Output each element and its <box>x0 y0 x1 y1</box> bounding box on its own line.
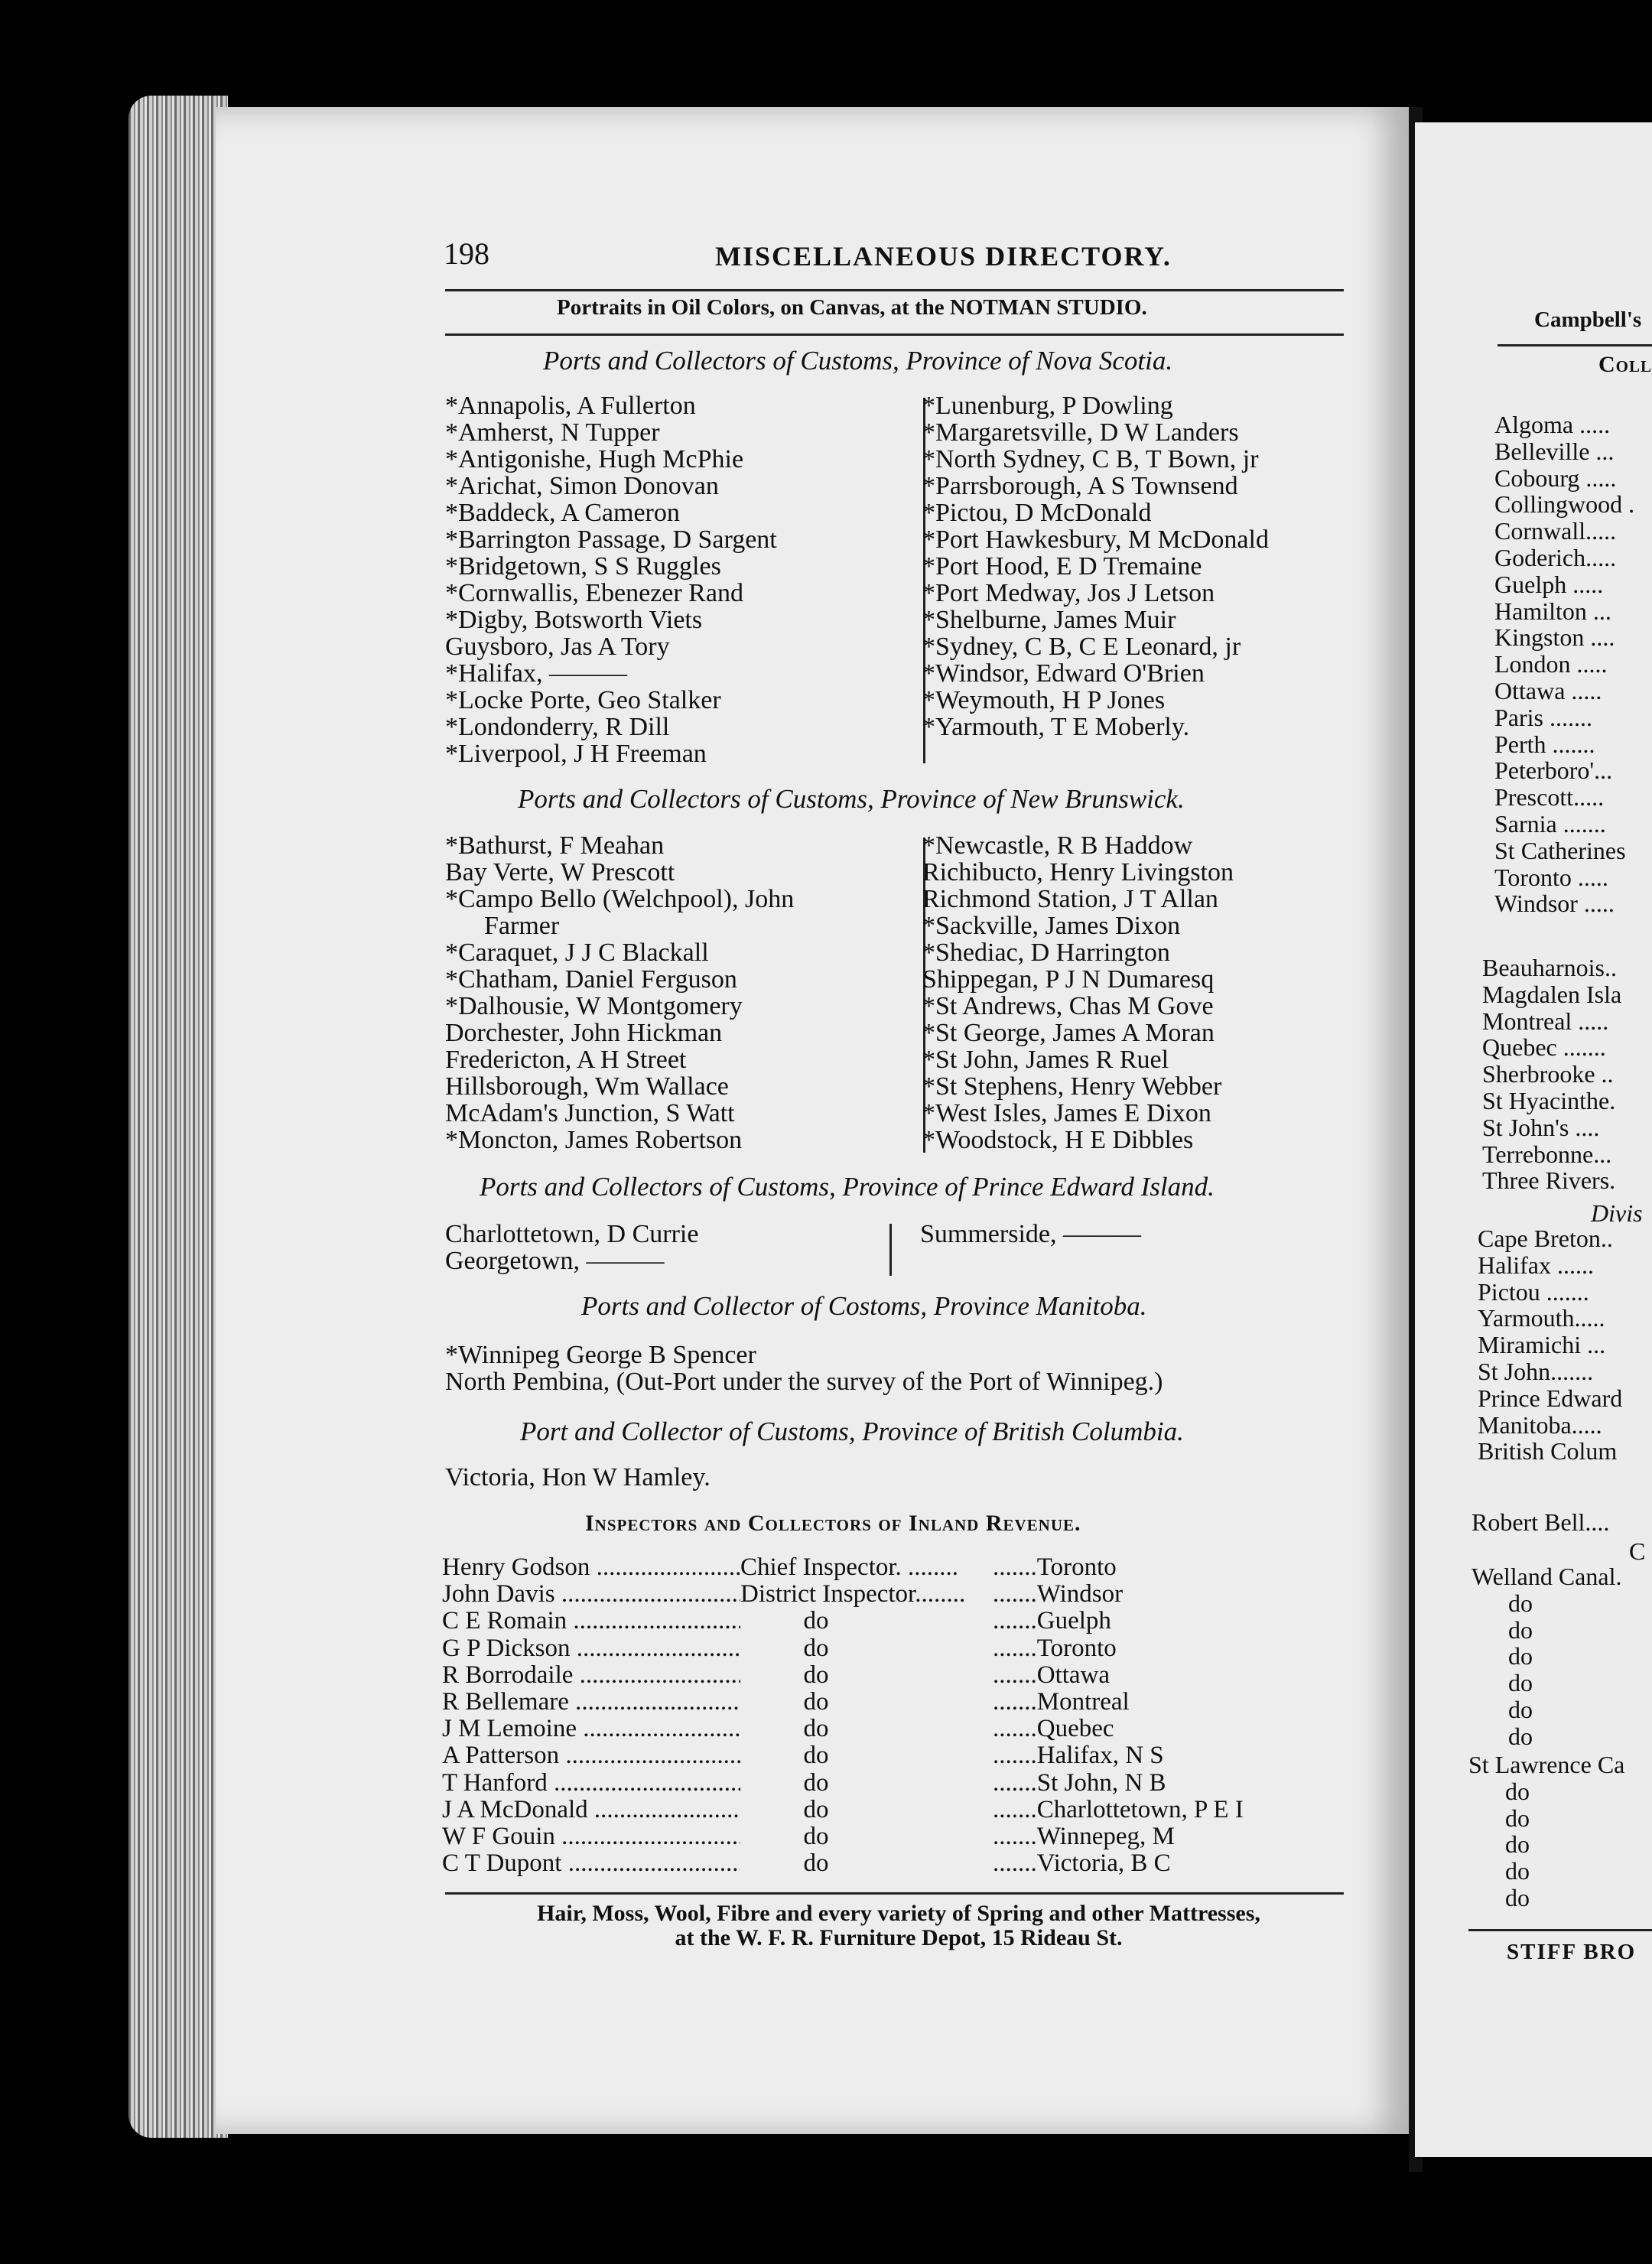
list-item: Guelph ..... <box>1494 570 1604 598</box>
inspector-name: G P Dickson ..... <box>442 1635 740 1662</box>
list-item: Beauharnois.. <box>1482 954 1617 981</box>
right-list-ontario <box>1494 411 1634 917</box>
table-row <box>442 1770 1360 1797</box>
section-heading-pei: Ports and Collectors of Customs, Province of Prince Edward Island. <box>480 1172 1215 1202</box>
directory-entry: *Parrsborough, A S Townsend <box>922 472 1238 500</box>
list-item: do <box>1472 1642 1533 1670</box>
list-item: Ottawa ..... <box>1494 676 1602 704</box>
inland-revenue-table <box>442 1554 1360 1877</box>
directory-entry: *Amherst, N Tupper <box>445 418 660 447</box>
directory-entry: *Moncton, James Robertson <box>445 1126 743 1154</box>
directory-entry: McAdam's Junction, S Watt <box>445 1099 735 1127</box>
inspector-title: do <box>740 1850 829 1878</box>
list-item: Manitoba..... <box>1478 1410 1602 1439</box>
list-item: London ..... <box>1494 650 1608 678</box>
inspector-name: R Bellemare ..... <box>442 1689 740 1716</box>
list-item: do <box>1472 1669 1533 1697</box>
directory-entry: Farmer <box>445 912 560 940</box>
inspector-place: ....... Montreal <box>993 1689 1130 1716</box>
top-advertisement: Portraits in Oil Colors, on Canvas, at the NOTMAN STUDIO. <box>557 295 1147 320</box>
right-bottom-advertisement: STIFF BRO <box>1507 1940 1637 1964</box>
list-item: do <box>1468 1857 1530 1885</box>
right-robert-bell: Robert Bell.... <box>1472 1508 1610 1536</box>
inspector-name: C E Romain ..... <box>442 1608 740 1635</box>
inspector-name: R Borrodaile ..... <box>442 1662 740 1689</box>
directory-entry: *Chatham, Daniel Ferguson <box>445 965 737 994</box>
inspector-title: do <box>740 1716 829 1743</box>
directory-entry: *Winnipeg George B Spencer <box>445 1341 756 1369</box>
directory-entry: Guysboro, Jas A Tory <box>445 633 670 661</box>
list-item: British Colum <box>1478 1437 1618 1465</box>
list-item: Sherbrooke .. <box>1482 1060 1614 1088</box>
directory-entry: *Cornwallis, Ebenezer Rand <box>445 579 743 607</box>
table-row <box>442 1608 1360 1635</box>
book-page-edges <box>128 96 228 2138</box>
directory-entry: *Barrington Passage, D Sargent <box>445 525 777 554</box>
inspector-place: ....... Winnepeg, M <box>993 1823 1175 1850</box>
directory-entry: Shippegan, P J N Dumaresq <box>922 965 1215 994</box>
list-item: Yarmouth..... <box>1478 1304 1605 1332</box>
directory-entry: *Yarmouth, T E Moberly. <box>922 713 1190 741</box>
inspector-place: ....... Guelph <box>993 1608 1111 1635</box>
directory-entry: *Windsor, Edward O'Brien <box>922 659 1205 688</box>
directory-entry: *Dalhousie, W Montgomery <box>445 992 743 1020</box>
directory-entry: *North Sydney, C B, T Bown, jr <box>922 445 1259 473</box>
directory-entry: North Pembina, (Out-Port under the survey of the Port of Winnipeg.) <box>445 1368 1163 1396</box>
page-number: 198 <box>444 236 489 271</box>
directory-entry: *Shediac, D Harrington <box>922 938 1170 967</box>
list-item: Halifax ...... <box>1478 1251 1594 1279</box>
directory-entry: *Weymouth, H P Jones <box>922 686 1166 714</box>
table-row <box>442 1823 1360 1850</box>
section-heading-nova-scotia: Ports and Collectors of Customs, Province of Nova Scotia. <box>543 346 1173 376</box>
directory-entry: Hillsborough, Wm Wallace <box>445 1072 729 1101</box>
list-item: Collingwood . <box>1494 490 1635 519</box>
directory-entry: Richibucto, Henry Livingston <box>922 858 1234 886</box>
inspector-title: District Inspector........ <box>740 1581 966 1609</box>
inspector-title: do <box>740 1661 829 1689</box>
list-item: Sarnia ....... <box>1494 809 1606 838</box>
inspector-place: ....... Ottawa <box>993 1662 1110 1689</box>
list-item: St Catherines <box>1494 836 1626 864</box>
directory-entry: *Halifax, ——— <box>445 659 627 688</box>
list-item: Prince Edward <box>1478 1384 1623 1412</box>
table-row <box>442 1797 1360 1823</box>
inspector-name: W F Gouin ..... <box>442 1823 740 1850</box>
table-row <box>442 1689 1360 1716</box>
list-item: Terrebonne... <box>1482 1140 1612 1168</box>
list-item: Perth ....... <box>1494 730 1595 758</box>
right-top-advertisement: Campbell's <box>1534 307 1642 332</box>
directory-entry: Georgetown, ——— <box>445 1247 665 1275</box>
directory-entry: *Caraquet, J J C Blackall <box>445 938 709 967</box>
list-item: St Lawrence Ca <box>1468 1751 1625 1778</box>
directory-entry: Richmond Station, J T Allan <box>922 885 1218 913</box>
pei-right-column <box>920 1221 1141 1247</box>
list-item: Quebec ....... <box>1482 1033 1606 1062</box>
list-item: Cornwall..... <box>1494 517 1617 545</box>
list-item: Prescott..... <box>1494 783 1605 812</box>
list-item: do <box>1472 1722 1533 1750</box>
pei-left-column <box>445 1221 698 1274</box>
right-list-st-lawrence <box>1468 1752 1624 1911</box>
inspector-place: ....... Toronto <box>993 1554 1117 1581</box>
rule <box>445 1892 1344 1895</box>
right-c-heading: C <box>1629 1537 1646 1565</box>
list-item: Montreal ..... <box>1482 1007 1609 1035</box>
inspector-title: do <box>740 1635 829 1662</box>
list-item: Miramichi ... <box>1478 1331 1606 1359</box>
directory-entry: *Bathurst, F Meahan <box>445 831 665 860</box>
list-item: Peterboro'... <box>1494 756 1613 785</box>
rule <box>445 289 1344 291</box>
list-item: do <box>1468 1830 1530 1859</box>
list-item: Toronto ..... <box>1494 863 1608 891</box>
directory-entry: *Shelburne, James Muir <box>922 606 1176 634</box>
directory-entry: *Bridgetown, S S Ruggles <box>445 552 721 581</box>
directory-entry: *Locke Porte, Geo Stalker <box>445 686 721 714</box>
directory-entry: *Woodstock, H E Dibbles <box>922 1126 1194 1154</box>
directory-entry: *St Andrews, Chas M Gove <box>922 992 1214 1020</box>
list-item: Pictou ....... <box>1478 1277 1589 1306</box>
right-list-quebec <box>1482 955 1621 1194</box>
right-list-welland <box>1472 1563 1621 1750</box>
table-row <box>442 1742 1360 1769</box>
directory-entry: *St George, James A Moran <box>922 1019 1215 1047</box>
list-item: Goderich..... <box>1494 543 1617 571</box>
section-heading-british-columbia: Port and Collector of Customs, Province of British Columbia. <box>520 1417 1184 1446</box>
directory-entry: *Digby, Botsworth Viets <box>445 606 703 634</box>
inspector-place: ....... Windsor <box>993 1581 1123 1608</box>
new-brunswick-left-column <box>445 832 794 1153</box>
inspector-name: T Hanford ..... <box>442 1770 740 1797</box>
section-heading-inland-revenue: Inspectors and Collectors of Inland Revenue. <box>585 1511 1081 1536</box>
new-brunswick-right-column <box>922 832 1234 1153</box>
rule <box>1468 1929 1652 1931</box>
table-row <box>442 1662 1360 1689</box>
british-columbia-entries <box>445 1464 711 1491</box>
inspector-title: do <box>740 1608 829 1635</box>
list-item: Magdalen Isla <box>1482 980 1622 1008</box>
list-item: St Hyacinthe. <box>1482 1086 1616 1114</box>
directory-entry: Fredericton, A H Street <box>445 1046 687 1074</box>
right-division-heading: Divis <box>1591 1199 1643 1227</box>
list-item: Cobourg ..... <box>1494 464 1617 492</box>
list-item: do <box>1468 1804 1530 1832</box>
inspector-place: ....... Victoria, B C <box>993 1850 1171 1877</box>
section-heading-new-brunswick: Ports and Collectors of Customs, Province of New Brunswick. <box>518 784 1185 814</box>
directory-entry: *Baddeck, A Cameron <box>445 499 680 527</box>
directory-entry: *Pictou, D McDonald <box>922 499 1152 527</box>
list-item: Three Rivers. <box>1482 1166 1616 1195</box>
list-item: St John....... <box>1478 1357 1594 1385</box>
directory-entry: *Londonderry, R Dill <box>445 713 670 741</box>
directory-entry: *Port Medway, Jos J Letson <box>922 579 1215 607</box>
inspector-name: C T Dupont ..... <box>442 1850 740 1877</box>
inspector-name: J A McDonald ..... <box>442 1797 740 1823</box>
nova-scotia-right-column <box>922 392 1269 740</box>
list-item: do <box>1468 1777 1530 1805</box>
list-item: do <box>1468 1883 1530 1911</box>
directory-entry: Bay Verte, W Prescott <box>445 858 675 886</box>
directory-entry: Victoria, Hon W Hamley. <box>445 1463 711 1491</box>
directory-entry: *Arichat, Simon Donovan <box>445 472 719 500</box>
inspector-place: ....... Charlottetown, P E I <box>993 1797 1244 1823</box>
table-row <box>442 1554 1360 1581</box>
list-item: Windsor ..... <box>1494 890 1615 918</box>
inspector-name: Henry Godson ..... <box>442 1554 740 1581</box>
footer-advertisement <box>428 1901 1369 1950</box>
manitoba-entries <box>445 1342 1163 1395</box>
right-page <box>1415 122 1652 2157</box>
directory-entry: Dorchester, John Hickman <box>445 1019 723 1047</box>
directory-entry: *Sackville, James Dixon <box>922 912 1181 940</box>
inspector-name: J M Lemoine ..... <box>442 1716 740 1742</box>
footer-ad-line2: at the W. F. R. Furniture Depot, 15 Rideau St. <box>675 1925 1123 1950</box>
footer-ad-line1: Hair, Moss, Wool, Fibre and every variety of Spring and other Mattresses, <box>537 1901 1260 1926</box>
directory-entry: *Campo Bello (Welchpool), John <box>445 885 795 913</box>
rule <box>445 333 1344 336</box>
right-column-heading: Coll <box>1598 352 1652 377</box>
list-item: do <box>1472 1589 1533 1617</box>
list-item: Paris ....... <box>1494 703 1592 731</box>
inspector-place: ....... Toronto <box>993 1635 1117 1662</box>
directory-entry: *St Stephens, Henry Webber <box>922 1072 1222 1101</box>
inspector-name: A Patterson ..... <box>442 1742 740 1769</box>
rule <box>1498 344 1652 346</box>
inspector-place: ....... Halifax, N S <box>993 1742 1164 1769</box>
inspector-title: do <box>740 1796 829 1823</box>
directory-entry: Summerside, ——— <box>920 1220 1141 1248</box>
list-item: Hamilton ... <box>1494 597 1611 625</box>
list-item: Cape Breton.. <box>1478 1225 1613 1252</box>
directory-entry: *Annapolis, A Fullerton <box>445 392 696 420</box>
running-head: MISCELLANEOUS DIRECTORY. <box>715 241 1172 272</box>
directory-entry: *Margaretsville, D W Landers <box>922 418 1239 447</box>
directory-entry: *Liverpool, J H Freeman <box>445 740 707 768</box>
list-item: Algoma ..... <box>1494 411 1611 438</box>
right-list-divisions <box>1478 1225 1622 1465</box>
list-item: St John's .... <box>1482 1113 1600 1141</box>
list-item: Welland Canal. <box>1472 1563 1622 1590</box>
directory-entry: *Port Hawkesbury, M McDonald <box>922 525 1269 554</box>
directory-entry: *Lunenburg, P Dowling <box>922 392 1173 420</box>
directory-entry: *St John, James R Ruel <box>922 1046 1169 1074</box>
nova-scotia-left-column <box>445 392 777 767</box>
inspector-title: do <box>740 1823 829 1850</box>
directory-entry: *Newcastle, R B Haddow <box>922 831 1193 860</box>
table-row <box>442 1635 1360 1662</box>
list-item: do <box>1472 1695 1533 1723</box>
list-item: do <box>1472 1615 1533 1644</box>
inspector-place: ....... Quebec <box>993 1716 1114 1742</box>
directory-entry: *Sydney, C B, C E Leonard, jr <box>922 633 1241 661</box>
inspector-title: do <box>740 1742 829 1770</box>
table-row <box>442 1581 1360 1608</box>
section-heading-manitoba: Ports and Collector of Costoms, Province Manitoba. <box>581 1291 1147 1321</box>
table-row <box>442 1716 1360 1742</box>
directory-entry: *Antigonishe, Hugh McPhie <box>445 445 744 473</box>
directory-entry: Charlottetown, D Currie <box>445 1220 699 1248</box>
list-item: Kingston .... <box>1494 623 1615 652</box>
list-item: Belleville ... <box>1494 437 1615 465</box>
inspector-place: ....... St John, N B <box>993 1770 1166 1797</box>
column-divider <box>889 1224 892 1276</box>
inspector-title: do <box>740 1688 829 1716</box>
inspector-name: John Davis ..... <box>442 1581 740 1608</box>
inspector-title: Chief Inspector. ........ <box>740 1554 959 1581</box>
inspector-title: do <box>740 1769 829 1797</box>
table-row <box>442 1850 1360 1877</box>
directory-entry: *West Isles, James E Dixon <box>922 1099 1211 1127</box>
directory-entry: *Port Hood, E D Tremaine <box>922 552 1202 581</box>
